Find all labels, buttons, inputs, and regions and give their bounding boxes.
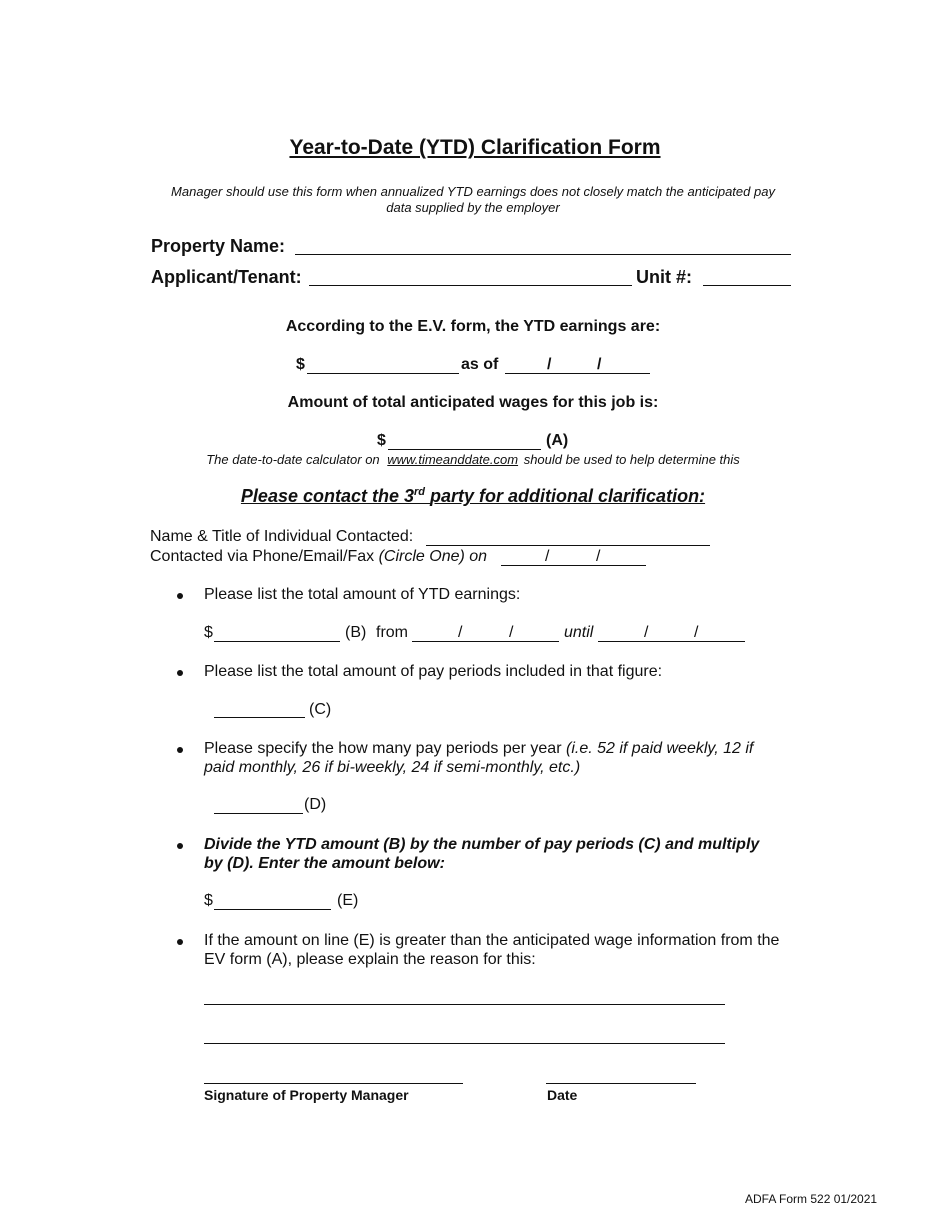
applicant-label: Applicant/Tenant: xyxy=(151,267,302,287)
signature-date-field[interactable] xyxy=(546,1083,696,1084)
bullet-2 xyxy=(177,670,183,676)
contact-name-label: Name & Title of Individual Contacted: xyxy=(150,528,414,545)
bullet-3-example-2: paid monthly, 26 if bi-weekly, 24 if semi-monthly, etc.) xyxy=(204,759,581,776)
applicant-field[interactable] xyxy=(309,285,632,286)
unit-label: Unit #: xyxy=(636,267,692,287)
bullet-5 xyxy=(177,939,183,945)
from-label: from xyxy=(376,624,408,641)
bullet-1 xyxy=(177,593,183,599)
ytd-amount-field[interactable] xyxy=(214,641,340,642)
bullet-3 xyxy=(177,747,183,753)
until-label: until xyxy=(564,624,594,641)
bullet-5-line-1: If the amount on line (E) is greater than the anticipated wage information from the xyxy=(204,932,780,949)
ev-heading: According to the E.V. form, the YTD earnings are: xyxy=(285,318,661,335)
ev-as-of-label: as of xyxy=(461,356,499,373)
calc-link[interactable]: www.timeanddate.com xyxy=(387,452,519,467)
form-footer: ADFA Form 522 01/2021 xyxy=(745,1192,878,1206)
calc-note xyxy=(0,452,946,467)
bullet-3-example-1: (i.e. 52 if paid weekly, 12 if xyxy=(565,740,754,757)
from-date-slash-2: / xyxy=(509,624,514,641)
until-date-field[interactable] xyxy=(598,641,745,642)
contact-via-line xyxy=(150,548,487,566)
bullet-4 xyxy=(177,843,183,849)
from-date-field[interactable] xyxy=(412,641,559,642)
signature-date-label: Date xyxy=(547,1087,578,1103)
contact-heading-pre: Please contact the 3 xyxy=(240,486,414,506)
explanation-line-2[interactable] xyxy=(204,1043,725,1044)
contact-heading xyxy=(0,486,946,507)
bullet-2-text: Please list the total amount of pay periods included in that figure: xyxy=(204,663,663,680)
calc-note-post: should be used to help determine this xyxy=(523,452,740,467)
ytd-dollar-sign: $ xyxy=(204,624,213,641)
bullet-4-line-1: Divide the YTD amount (B) by the number of pay periods (C) and multiply xyxy=(204,836,760,853)
subtitle-line-1: Manager should use this form when annualized YTD earnings does not closely match the anticipated pay xyxy=(171,184,775,199)
page-title: Year-to-Date (YTD) Clarification Form xyxy=(289,136,661,159)
marker-a: (A) xyxy=(546,432,569,449)
marker-c: (C) xyxy=(309,701,332,718)
annualized-amount-field[interactable] xyxy=(214,909,331,910)
annualized-dollar-sign: $ xyxy=(204,892,213,909)
marker-b: (B) xyxy=(345,624,367,641)
bullet-3-text: Please specify the how many pay periods per year xyxy=(204,740,562,757)
bullet-3-line-1 xyxy=(204,740,753,758)
property-name-label: Property Name: xyxy=(151,236,286,256)
ev-amount-field[interactable] xyxy=(307,373,459,374)
calc-note-pre: The date-to-date calculator on xyxy=(206,452,380,467)
pay-periods-field[interactable] xyxy=(214,717,305,718)
contact-name-field[interactable] xyxy=(426,545,710,546)
ev-date-field[interactable] xyxy=(505,373,650,374)
contact-heading-sup: rd xyxy=(414,486,425,498)
signature-field[interactable] xyxy=(204,1083,463,1084)
subtitle-line-2: data supplied by the employer xyxy=(386,200,560,215)
contact-via-circle-one: (Circle One) xyxy=(378,548,465,565)
contact-via-label: Contacted via Phone/Email/Fax xyxy=(150,548,375,565)
marker-d: (D) xyxy=(304,796,327,813)
bullet-5-line-2: EV form (A), please explain the reason for this: xyxy=(204,951,536,968)
ev-date-slash-2: / xyxy=(597,356,602,373)
anticipated-heading: Amount of total anticipated wages for this job is: xyxy=(287,394,659,411)
contact-via-on: on xyxy=(469,548,488,565)
bullet-4-line-2: by (D). Enter the amount below: xyxy=(204,855,445,872)
unit-field[interactable] xyxy=(703,285,791,286)
contact-date-field[interactable] xyxy=(501,565,646,566)
anticipated-amount-field[interactable] xyxy=(388,449,541,450)
periods-per-year-field[interactable] xyxy=(214,813,303,814)
marker-e: (E) xyxy=(337,892,359,909)
bullet-1-text: Please list the total amount of YTD earnings: xyxy=(204,586,521,603)
contact-date-slash-2: / xyxy=(596,548,601,565)
signature-label: Signature of Property Manager xyxy=(204,1087,409,1103)
contact-date-slash-1: / xyxy=(545,548,550,565)
until-date-slash-1: / xyxy=(644,624,649,641)
anticipated-dollar-sign: $ xyxy=(377,432,386,449)
ev-dollar-sign: $ xyxy=(296,356,305,373)
property-name-field[interactable] xyxy=(295,254,791,255)
ev-date-slash-1: / xyxy=(547,356,552,373)
from-date-slash-1: / xyxy=(458,624,463,641)
contact-heading-post: party for additional clarification: xyxy=(430,486,706,506)
until-date-slash-2: / xyxy=(694,624,699,641)
explanation-line-1[interactable] xyxy=(204,1004,725,1005)
